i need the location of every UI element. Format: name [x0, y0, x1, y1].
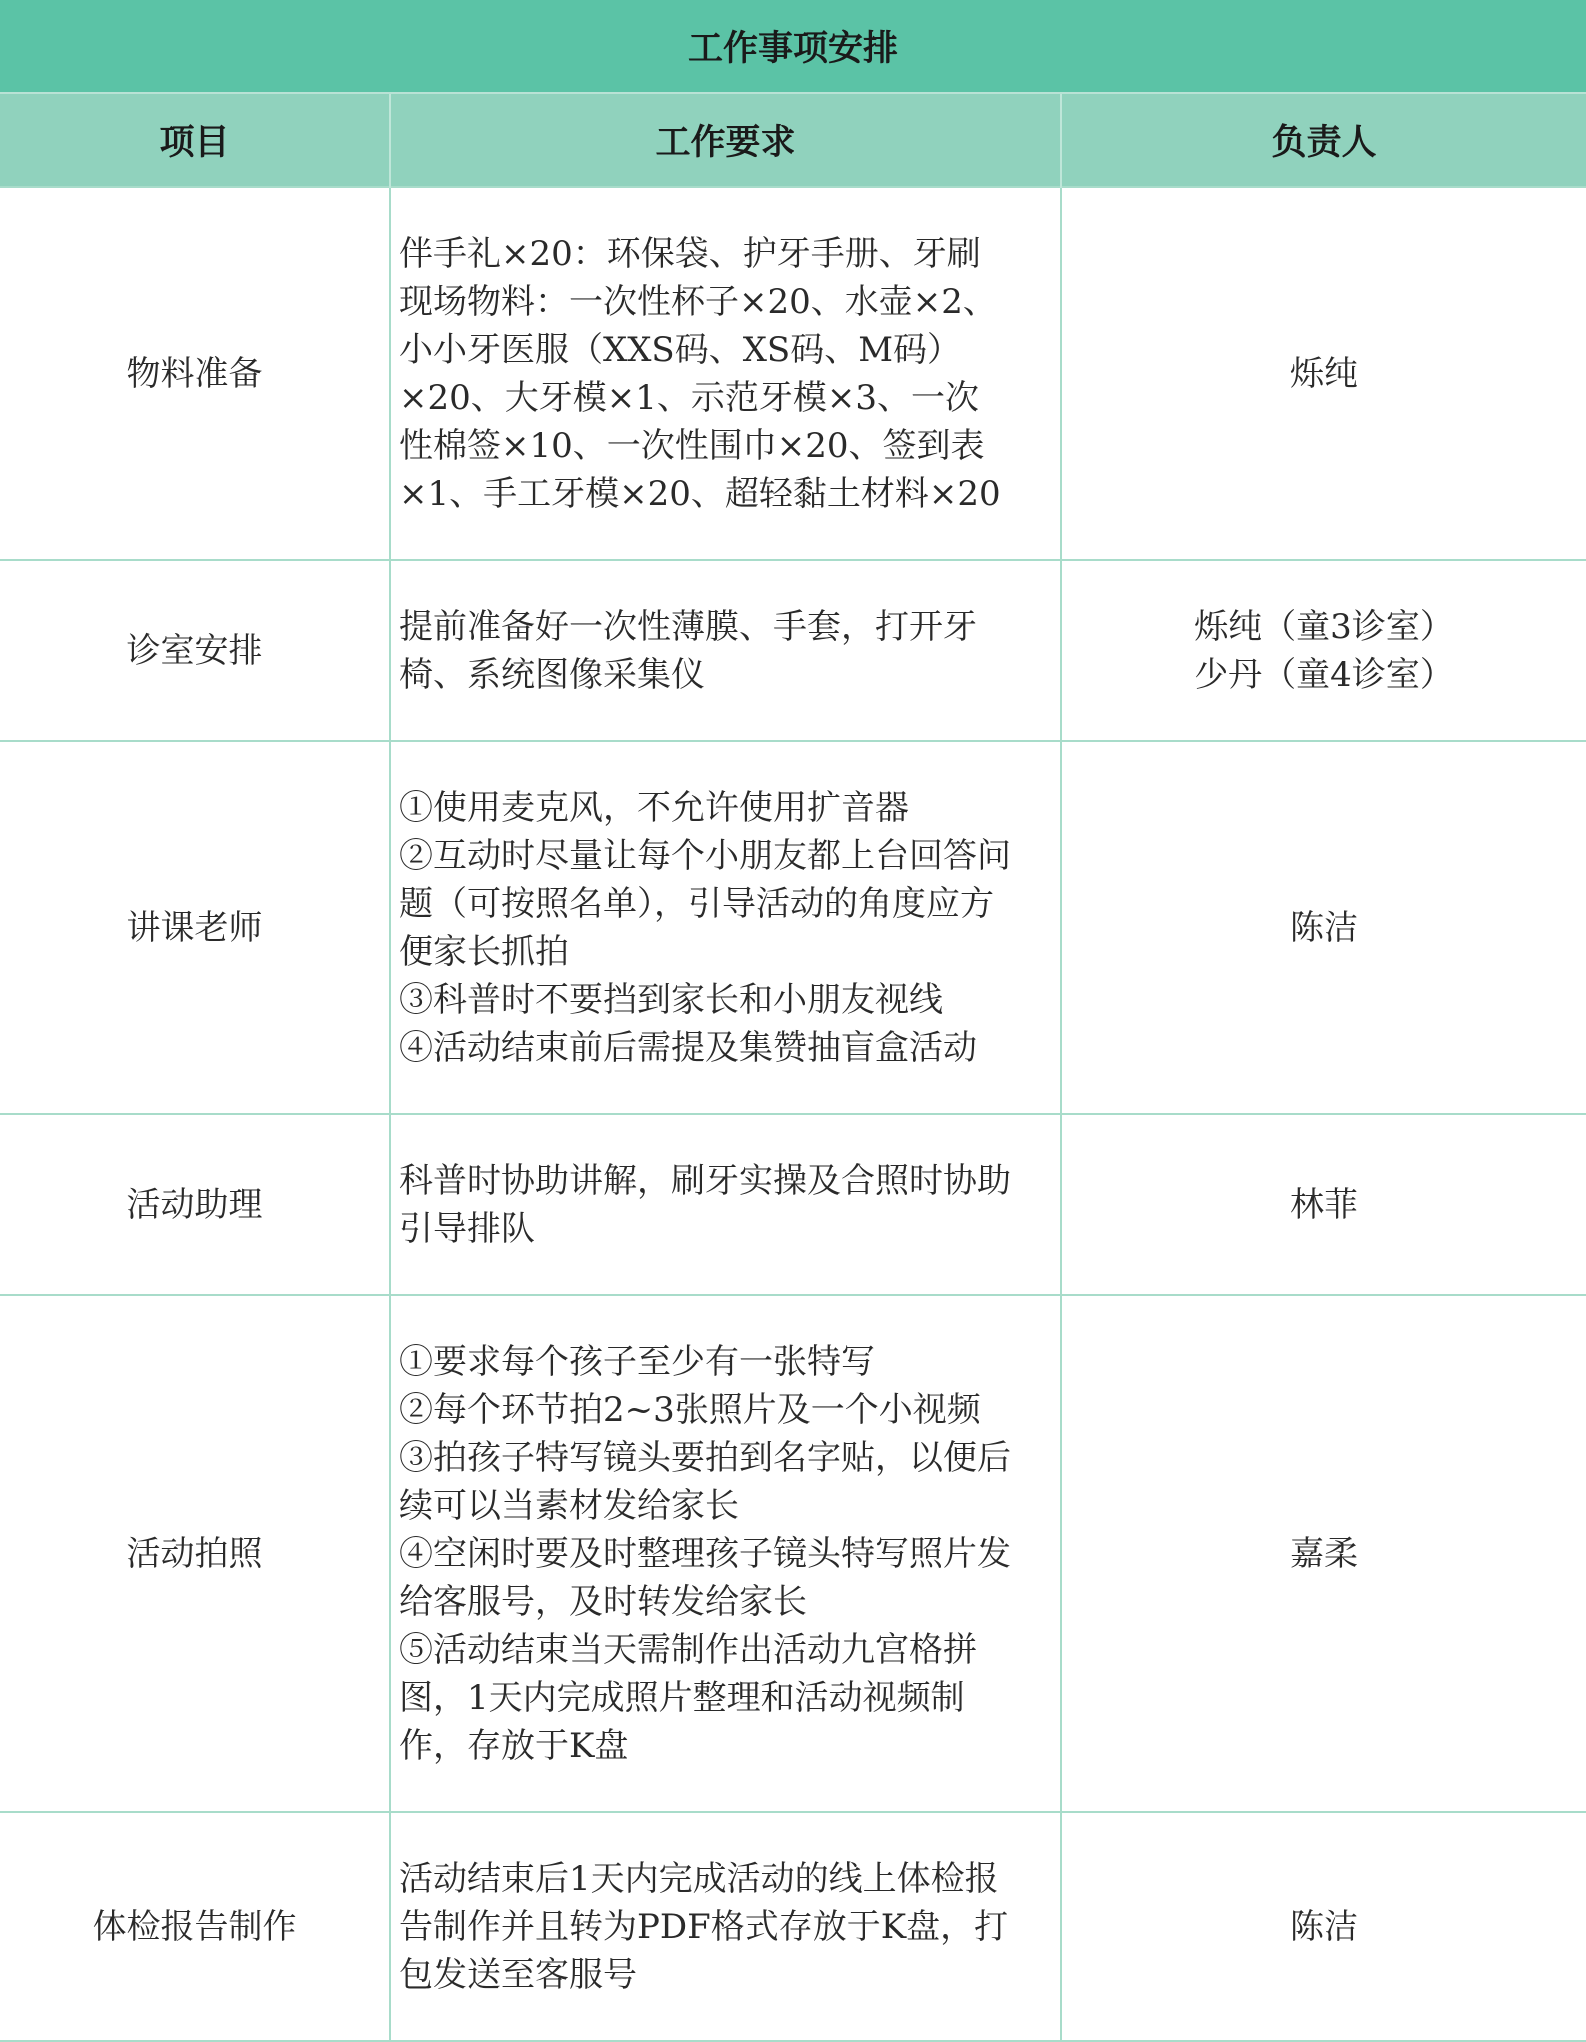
item-cell: 讲课老师	[0, 741, 390, 1114]
requirement-line: 题（可按照名单），引导活动的角度应方	[399, 883, 994, 924]
requirement-cell	[390, 187, 1061, 560]
table-title: 工作事项安排	[0, 0, 1586, 93]
requirement-line: 便家长抓拍	[399, 931, 569, 972]
table-row	[0, 560, 1586, 741]
table-row	[0, 1295, 1586, 1812]
requirement-line: ×1、手工牙模×20、超轻黏土材料×20	[399, 473, 1001, 514]
item-cell: 活动拍照	[0, 1295, 390, 1812]
responsible-cell	[1061, 1295, 1586, 1812]
requirement-line: 作，存放于K盘	[399, 1725, 629, 1766]
requirement-line: 告制作并且转为PDF格式存放于K盘，打	[399, 1906, 1009, 1947]
table-row	[0, 1812, 1586, 2041]
responsible-name: 林菲	[1290, 1184, 1358, 1225]
requirement-line: 性棉签×10、一次性围巾×20、签到表	[399, 425, 985, 466]
requirement-cell	[390, 560, 1061, 741]
requirement-cell	[390, 1114, 1061, 1295]
responsible-name: 陈洁	[1290, 907, 1358, 948]
requirement-line: 活动结束后1天内完成活动的线上体检报	[399, 1858, 999, 1899]
responsible-name: 陈洁	[1290, 1906, 1358, 1947]
item-cell: 活动助理	[0, 1114, 390, 1295]
requirement-line: 图，1天内完成照片整理和活动视频制	[399, 1677, 965, 1718]
item-cell: 体检报告制作	[0, 1812, 390, 2041]
item-cell: 诊室安排	[0, 560, 390, 741]
requirement-cell	[390, 741, 1061, 1114]
requirement-line: 给客服号，及时转发给家长	[399, 1581, 807, 1622]
responsible-cell	[1061, 1114, 1586, 1295]
requirement-line: 引导排队	[399, 1208, 535, 1249]
requirement-line: 椅、系统图像采集仪	[399, 654, 705, 695]
requirement-line: ×20、大牙模×1、示范牙模×3、一次	[399, 377, 979, 418]
requirement-line: 包发送至客服号	[399, 1954, 637, 1995]
requirement-line: ①要求每个孩子至少有一张特写	[399, 1341, 875, 1382]
column-header-requirement: 工作要求	[390, 93, 1061, 187]
responsible-cell	[1061, 1812, 1586, 2041]
requirement-line: ②每个环节拍2~3张照片及一个小视频	[399, 1389, 981, 1430]
responsible-cell	[1061, 741, 1586, 1114]
table-row	[0, 187, 1586, 560]
title-row	[0, 0, 1586, 93]
requirement-cell	[390, 1812, 1061, 2041]
item-cell: 物料准备	[0, 187, 390, 560]
requirement-line: ④空闲时要及时整理孩子镜头特写照片发	[399, 1533, 1011, 1574]
requirement-cell	[390, 1295, 1061, 1812]
responsible-cell	[1061, 187, 1586, 560]
requirement-line: ⑤活动结束当天需制作出活动九宫格拼	[399, 1629, 977, 1670]
table-row	[0, 741, 1586, 1114]
responsible-name: 烁纯	[1290, 353, 1358, 394]
column-header-responsible: 负责人	[1061, 93, 1586, 187]
responsible-name: 嘉柔	[1290, 1533, 1358, 1574]
requirement-line: ④活动结束前后需提及集赞抽盲盒活动	[399, 1027, 977, 1068]
responsible-cell	[1061, 560, 1586, 741]
requirement-line: 现场物料：一次性杯子×20、水壶×2、	[399, 281, 997, 322]
table-row	[0, 1114, 1586, 1295]
requirement-line: ③科普时不要挡到家长和小朋友视线	[399, 979, 943, 1020]
responsible-name: 烁纯（童3诊室）	[1194, 606, 1454, 647]
requirement-line: ③拍孩子特写镜头要拍到名字贴，以便后	[399, 1437, 1011, 1478]
requirement-line: ②互动时尽量让每个小朋友都上台回答问	[399, 835, 1011, 876]
requirement-line: ①使用麦克风，不允许使用扩音器	[399, 787, 909, 828]
column-header-item: 项目	[0, 93, 390, 187]
requirement-line: 续可以当素材发给家长	[399, 1485, 739, 1526]
requirement-line: 伴手礼×20：环保袋、护牙手册、牙刷	[399, 233, 981, 274]
requirement-line: 科普时协助讲解，刷牙实操及合照时协助	[399, 1160, 1011, 1201]
requirement-line: 小小牙医服（XXS码、XS码、M码）	[399, 329, 962, 370]
header-row	[0, 93, 1586, 187]
responsible-name: 少丹（童4诊室）	[1194, 654, 1454, 695]
requirement-line: 提前准备好一次性薄膜、手套，打开牙	[399, 606, 977, 647]
